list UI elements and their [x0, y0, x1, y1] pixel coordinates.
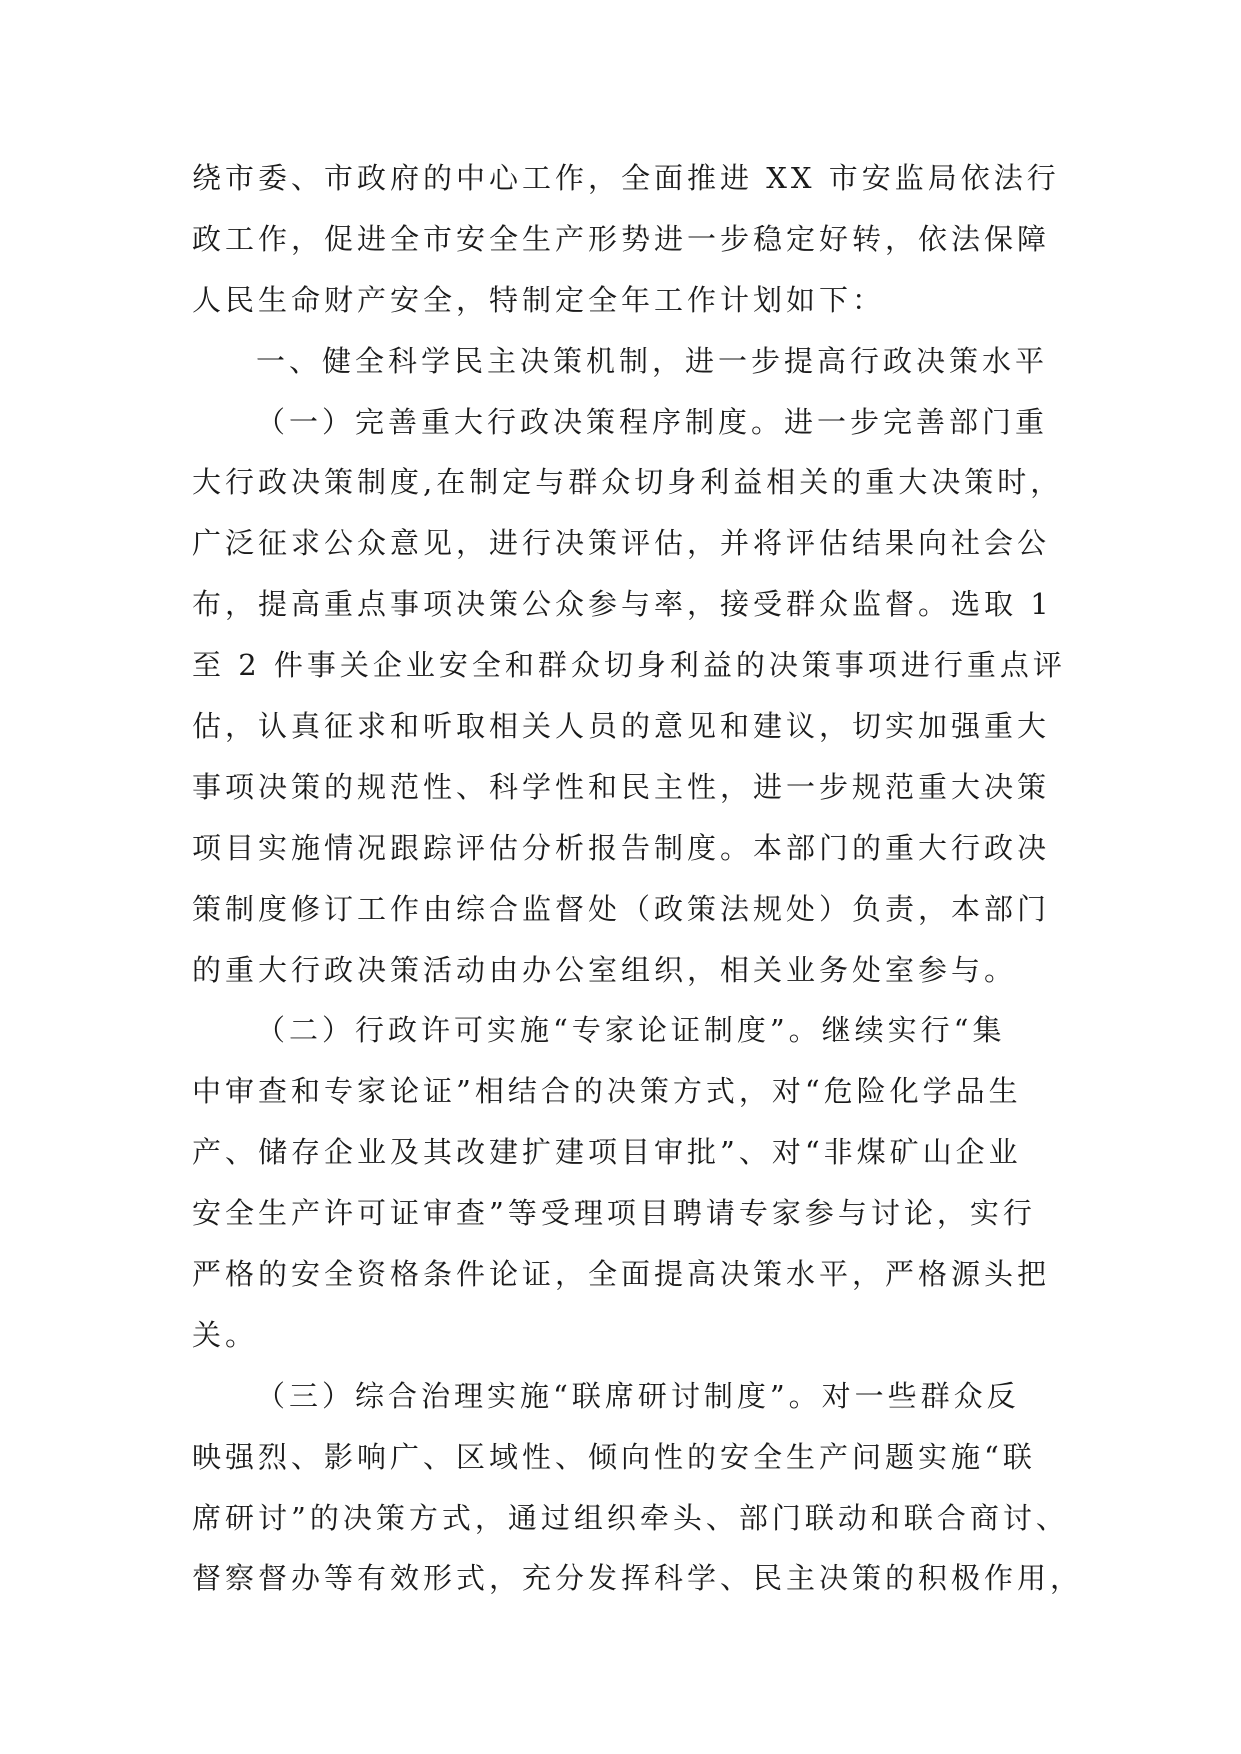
text-line: 政工作，促进全市安全生产形势进一步稳定好转，依法保障 — [192, 221, 1051, 256]
text-line: 绕市委、市政府的中心工作，全面推进 XX 市安监局依法行 — [192, 161, 1060, 195]
text-line: 大行政决策制度,在制定与群众切身利益相关的重大决策时， — [192, 465, 1064, 500]
text-line: 至 2 件事关企业安全和群众切身利益的决策事项进行重点评 — [192, 648, 1066, 683]
paragraph-start: （三）综合治理实施“联席研讨制度”。对一些群众反 — [256, 1378, 1020, 1413]
text-line: 事项决策的规范性、科学性和民主性，进一步规范重大决策 — [192, 769, 1051, 804]
text-line: 布，提高重点事项决策公众参与率，接受群众监督。选取 1 — [192, 587, 1053, 622]
text-line: 映强烈、影响广、区域性、倾向性的安全生产问题实施“联 — [192, 1439, 1036, 1474]
text-line: 中审查和专家论证”相结合的决策方式，对“危险化学品生 — [192, 1074, 1022, 1109]
text-line: 关。 — [192, 1317, 259, 1352]
text-line: 人民生命财产安全，特制定全年工作计划如下： — [192, 282, 886, 317]
text-line: 项目实施情况跟踪评估分析报告制度。本部门的重大行政决 — [192, 830, 1051, 865]
text-line: 严格的安全资格条件论证，全面提高决策水平，严格源头把 — [192, 1257, 1051, 1292]
text-line: 席研讨”的决策方式，通过组织牵头、部门联动和联合商讨、 — [192, 1500, 1069, 1535]
text-line: 安全生产许可证审查”等受理项目聘请专家参与讨论，实行 — [192, 1196, 1036, 1231]
text-line: 策制度修订工作由综合监督处（政策法规处）负责，本部门 — [192, 891, 1051, 926]
document-body — [192, 148, 1084, 1609]
text-line: 督察督办等有效形式，充分发挥科学、民主决策的积极作用， — [192, 1561, 1084, 1596]
section-heading: 一、健全科学民主决策机制，进一步提高行政决策水平 — [256, 343, 1049, 378]
paragraph-start: （一）完善重大行政决策程序制度。进一步完善部门重 — [256, 404, 1049, 439]
text-line: 广泛征求公众意见，进行决策评估，并将评估结果向社会公 — [192, 526, 1051, 561]
text-line: 的重大行政决策活动由办公室组织，相关业务处室参与。 — [192, 952, 1018, 987]
text-line: 估，认真征求和听取相关人员的意见和建议，切实加强重大 — [192, 709, 1051, 744]
paragraph-start: （二）行政许可实施“专家论证制度”。继续实行“集 — [256, 1013, 1006, 1048]
text-line: 产、储存企业及其改建扩建项目审批”、对“非煤矿山企业 — [192, 1135, 1022, 1170]
